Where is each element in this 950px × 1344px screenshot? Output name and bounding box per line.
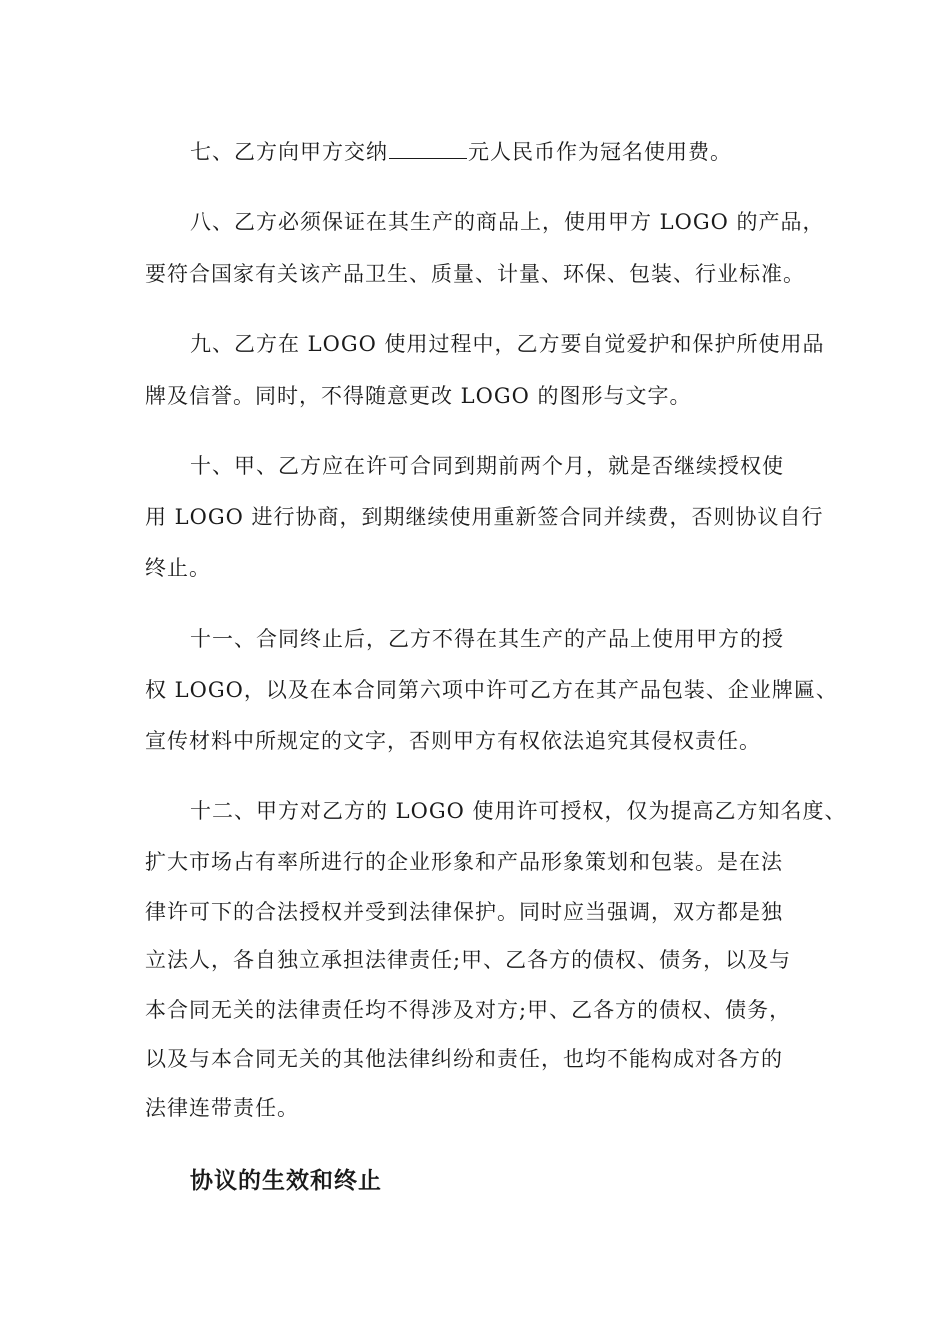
clause-12-line-7: 法律连带责任。 — [145, 1096, 299, 1120]
clause-8-line-2: 要符合国家有关该产品卫生、质量、计量、环保、包装、行业标准。 — [145, 262, 805, 286]
fee-amount-blank — [389, 138, 467, 159]
clause-12-line-3: 律许可下的合法授权并受到法律保护。同时应当强调，双方都是独 — [145, 900, 783, 924]
clause-10-line-3: 终止。 — [145, 556, 211, 580]
clause-9-line-1: 九、乙方在 LOGO 使用过程中，乙方要自觉爱护和保护所使用品 — [190, 332, 825, 356]
section-heading: 协议的生效和终止 — [190, 1168, 382, 1194]
clause-7-text-before: 七、乙方向甲方交纳 — [190, 140, 388, 164]
clause-10-line-2: 用 LOGO 进行协商，到期继续使用重新签合同并续费，否则协议自行 — [145, 505, 824, 529]
clause-7 — [190, 138, 732, 166]
clause-11-line-1: 十一、合同终止后，乙方不得在其生产的产品上使用甲方的授 — [190, 627, 784, 651]
clause-12-line-4: 立法人，各自独立承担法律责任;甲、乙各方的债权、债务，以及与 — [145, 948, 792, 972]
clause-12-line-1: 十二、甲方对乙方的 LOGO 使用许可授权，仅为提高乙方知名度、 — [190, 799, 847, 823]
clause-12-line-2: 扩大市场占有率所进行的企业形象和产品形象策划和包装。是在法 — [145, 850, 783, 874]
clause-9-line-2: 牌及信誉。同时，不得随意更改 LOGO 的图形与文字。 — [145, 384, 692, 408]
clause-7-text-after: 元人民币作为冠名使用费。 — [468, 140, 732, 164]
clause-11-line-2: 权 LOGO，以及在本合同第六项中许可乙方在其产品包装、企业牌匾、 — [145, 678, 838, 702]
clause-12-line-5: 本合同无关的法律责任均不得涉及对方;甲、乙各方的债权、债务， — [145, 998, 792, 1022]
clause-8-line-1: 八、乙方必须保证在其生产的商品上，使用甲方 LOGO 的产品， — [190, 210, 825, 234]
clause-10-line-1: 十、甲、乙方应在许可合同到期前两个月，就是否继续授权使 — [190, 454, 784, 478]
clause-11-line-3: 宣传材料中所规定的文字，否则甲方有权依法追究其侵权责任。 — [145, 729, 761, 753]
clause-12-line-6: 以及与本合同无关的其他法律纠纷和责任，也均不能构成对各方的 — [145, 1047, 783, 1071]
